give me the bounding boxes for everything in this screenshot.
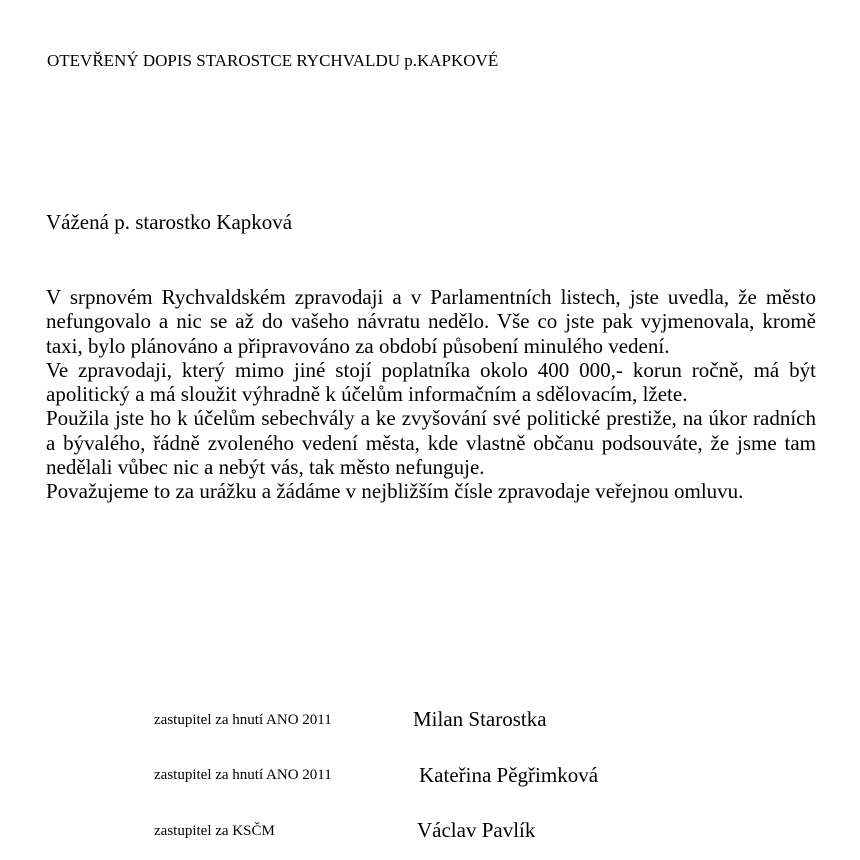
- salutation: Vážená p. starostko Kapková: [46, 210, 293, 234]
- paragraph-1: V srpnovém Rychvaldském zpravodaji a v Parlamentních listech, jste uvedla, že město nefungovalo a nic se až do vašeho návratu nedělo. Vše co jste pak vyjmenovala, kromě taxi, bylo plánováno a připravováno za období působení minulého vedení.: [46, 285, 816, 358]
- letter-title: OTEVŘENÝ DOPIS STAROSTCE RYCHVALDU p.KAPKOVÉ: [47, 51, 499, 70]
- paragraph-2: Ve zpravodaji, který mimo jiné stojí poplatníka okolo 400 000,- korun ročně, má být apolitický a má sloužit výhradně k účelům informačním a sdělovacím, lžete.: [46, 357, 816, 407]
- signature-name: Václav Pavlík: [417, 818, 536, 842]
- letter-body: [46, 285, 816, 504]
- signature-name: Kateřina Pěgřimková: [419, 763, 599, 787]
- signature-role: zastupitel za KSČM: [154, 823, 275, 839]
- signature-role: zastupitel za hnutí ANO 2011: [154, 767, 332, 783]
- signature-role: zastupitel za hnutí ANO 2011: [154, 712, 332, 728]
- signature-name: Milan Starostka: [413, 707, 547, 731]
- paragraph-3: Použila jste ho k účelům sebechvály a ke zvyšování své politické prestiže, na úkor radních a bývalého, řádně zvoleného vedení města, kde vlastně občanu podsouváte, že jsme tam nedělali vůbec nic a nebýt vás, tak město nefunguje.: [46, 406, 816, 480]
- paragraph-4: Považujeme to za urážku a žádáme v nejbližším čísle zpravodaje veřejnou omluvu.: [46, 479, 744, 504]
